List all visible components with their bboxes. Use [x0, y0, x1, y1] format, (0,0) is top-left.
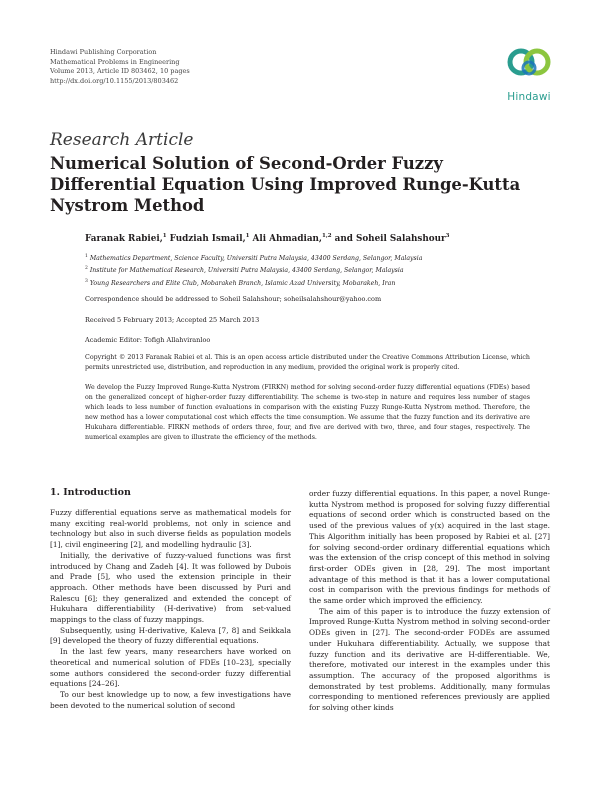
- affiliation-sup: 2: [85, 266, 88, 272]
- volume-info: Volume 2013, Article ID 803462, 10 pages: [50, 67, 190, 76]
- paragraph: The aim of this paper is to introduce the fuzzy extension of Improved Runge-Kutta Nystrom method in solving second-order ODEs given in [27]. The second-order FODEs are assumed under Hukuhara differentiability. Actually, we suppose that fuzzy function and its derivative are H-differentiable. We, therefore, motivated our interest in the examples under this assumption. The accuracy of the proposed algorithms is demonstrated by test problems. Additionally, many formulas corresponding to mentioned references previously are applied for solving other kinds: [309, 606, 550, 713]
- affiliation-text: Institute for Mathematical Research, Universiti Putra Malaysia, 43400 Serdang, Selangor, Malaysia: [89, 267, 404, 275]
- journal-name: Mathematical Problems in Engineering: [50, 57, 180, 66]
- affiliation-sup: 3: [85, 278, 88, 284]
- affiliation-item: [85, 252, 422, 264]
- paragraph: Initially, the derivative of fuzzy-valued functions was first introduced by Chang and Zadeh [4]. It was followed by Dubois and Prade [5], who used the extension principle in their approach. Other methods have been discussed by Puri and Ralescu [6]; they generalized and extended the concept of Hukuhara differentiability (H-derivative) from set-valued mappings to the class of fuzzy mappings.: [50, 550, 291, 625]
- author-sup: 3: [445, 233, 450, 239]
- article-type: Research Article: [50, 130, 194, 150]
- logo-text: Hindawi: [507, 91, 551, 103]
- right-column: [309, 489, 550, 714]
- author-sup: 1,2: [322, 233, 332, 239]
- affiliation-text: Mathematics Department, Science Faculty, Universiti Putra Malaysia, 43400 Serdang, Selangor, Malaysia: [89, 255, 423, 263]
- affiliations: [85, 252, 422, 289]
- copyright-notice: Copyright © 2013 Faranak Rabiei et al. This is an open access article distributed under the Creative Commons Attribution License, which permits unrestricted use, distribution, and reproduction in any medium, provided the original work is properly cited.: [85, 354, 530, 372]
- left-column: [50, 508, 291, 711]
- paragraph: In the last few years, many researchers have worked on theoretical and numerical solution of FDEs [10–23], specially some authors considered the second-order fuzzy differential equations [24–26].: [50, 647, 291, 689]
- paragraph: Subsequently, using H-derivative, Kaleva [7, 8] and Seikkala [9] developed the theory of fuzzy differential equations.: [50, 625, 291, 646]
- affiliation-item: [85, 264, 422, 276]
- publisher: Hindawi Publishing Corporation: [50, 48, 157, 56]
- author-sup: 1: [162, 233, 167, 239]
- author-name: Fudziah Ismail,: [169, 233, 246, 244]
- abstract: We develop the Fuzzy Improved Runge-Kutta Nystrom (FIRKN) method for solving second-order fuzzy differential equations (FDEs) based on the generalized concept of higher-order fuzzy differentiability. The scheme is two-step in nature and requires less number of stages which leads to less number of function evaluations in comparison with the existing Fuzzy Runge-Kutta Nystrom method. Therefore, the new method has a lower computational cost which effects the time consumption. We assume that the fuzzy function and its derivative are Hukuhara differentiable. FIRKN methods of orders three, four, and five are derived with two, three, and four stages, respectively. The numerical examples are given to illustrate the efficiency of the methods.: [85, 384, 530, 442]
- correspondence: Correspondence should be addressed to Soheil Salahshour; soheilsalahshour@yahoo.com: [85, 295, 382, 303]
- author-name: Faranak Rabiei,: [85, 233, 163, 244]
- affiliation-text: Young Researchers and Elite Club, Mobarakeh Branch, Islamic Azad University, Mobarakeh, Iran: [89, 279, 396, 287]
- academic-editor: Academic Editor: Tofigh Allahviranloo: [85, 336, 211, 344]
- paragraph: Fuzzy differential equations serve as mathematical models for many exciting real-world problems, not only in science and technology but also in such diverse fields as population models [1], civil engineering [2], and modelling hydraulic [3].: [50, 508, 291, 550]
- section-heading: 1. Introduction: [50, 487, 131, 498]
- paragraph: To our best knowledge up to now, a few investigations have been devoted to the numerical solution of second: [50, 689, 291, 710]
- paragraph: order fuzzy differential equations. In this paper, a novel Runge-kutta Nystrom method is proposed for solving fuzzy differential equations of second order which is constructed based on the used of the previous values of y(x) acquired in the last stage. This Algorithm initially has been proposed by Rabiei et al. [27] for solving second-order ordinary differential equations which was the extension of the crisp concept of this method in solving first-order ODEs given in [28, 29]. The most important advantage of this method is that it has a lower computational cost in comparison with the previous findings for methods of the same order which improved the efficiency.: [309, 489, 550, 606]
- author-name: and Soheil Salahshour: [334, 233, 446, 244]
- journal-header: [50, 48, 190, 86]
- received-dates: Received 5 February 2013; Accepted 25 March 2013: [85, 316, 260, 324]
- author-sup: 1: [245, 233, 250, 239]
- paper-title: Numerical Solution of Second-Order Fuzzy Differential Equation Using Improved Runge-Kutta Nystrom Method: [50, 154, 521, 215]
- affiliation-sup: 1: [85, 254, 88, 259]
- author-name: Ali Ahmadian,: [252, 233, 322, 244]
- author-list: [85, 233, 450, 244]
- doi-link[interactable]: http://dx.doi.org/10.1155/2013/803462: [50, 76, 179, 85]
- affiliation-item: [85, 277, 422, 289]
